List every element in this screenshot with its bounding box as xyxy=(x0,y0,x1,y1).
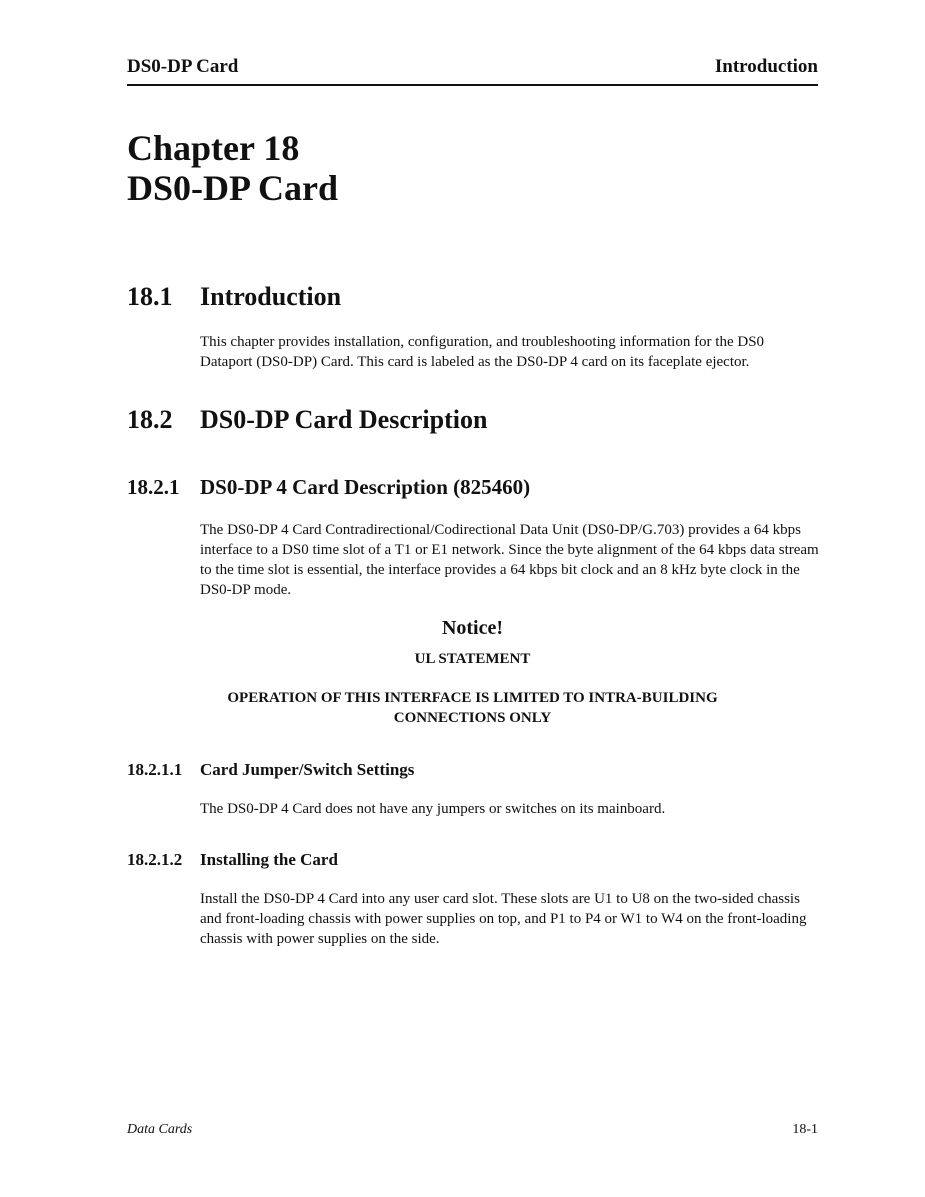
notice-line: OPERATION OF THIS INTERFACE IS LIMITED TO INTRA-BUILDING xyxy=(227,690,718,706)
notice-title: Notice! xyxy=(441,617,504,639)
subsubsection-heading-installing xyxy=(127,850,338,870)
notice-line: CONNECTIONS ONLY xyxy=(393,710,552,726)
chapter-title xyxy=(127,128,338,208)
subsection-heading-ds0-dp4 xyxy=(127,475,530,500)
section-number: 18.2.1.2 xyxy=(127,850,183,869)
chapter-number: Chapter 18 xyxy=(127,128,300,168)
footer-left: Data Cards xyxy=(127,1122,193,1137)
section-body-introduction: This chapter provides installation, configuration, and troubleshooting information for the DS0 Dataport (DS0-DP) Card. This card is labeled as the DS0-DP 4 card on its faceplate ejector. xyxy=(200,334,765,370)
section-heading-card-description xyxy=(127,405,487,435)
header-left: DS0-DP Card xyxy=(127,56,239,77)
subsubsection-body-jumper: The DS0-DP 4 Card does not have any jumpers or switches on its mainboard. xyxy=(200,801,666,817)
notice-body xyxy=(200,688,745,728)
section-number: 18.2.1.1 xyxy=(127,760,183,779)
subsubsection-body-installing: Install the DS0-DP 4 Card into any user card slot. These slots are U1 to U8 on the two-sided chassis and front-loading chassis with power supplies on top, and P1 to P4 or W1 to W4 on the front-loading chassis with power supplies on the side. xyxy=(200,891,807,947)
section-title: Installing the Card xyxy=(200,850,338,869)
section-title: Card Jumper/Switch Settings xyxy=(200,760,415,779)
section-title: DS0-DP 4 Card Description (825460) xyxy=(200,475,531,499)
section-title: DS0-DP Card Description xyxy=(200,405,488,434)
section-title: Introduction xyxy=(200,282,342,311)
subsection-body-ds0-dp4: The DS0-DP 4 Card Contradirectional/Codirectional Data Unit (DS0-DP/G.703) provides a 64 kbps interface to a DS0 time slot of a T1 or E1 network. Since the byte alignment of the 64 kbps data stream to the time slot is essential, the interface provides a 64 kbps bit clock and an 8 kHz byte clock in the DS0-DP mode. xyxy=(200,522,819,598)
section-number: 18.1 xyxy=(127,282,173,311)
chapter-name: DS0-DP Card xyxy=(127,168,339,208)
section-number: 18.2.1 xyxy=(127,475,180,499)
notice-subtitle: UL STATEMENT xyxy=(414,651,531,667)
page-header xyxy=(127,56,818,86)
header-right: Introduction xyxy=(714,56,818,77)
page-number: 18-1 xyxy=(792,1122,818,1137)
section-heading-introduction xyxy=(127,282,341,312)
subsubsection-heading-jumper xyxy=(127,760,414,780)
section-number: 18.2 xyxy=(127,405,173,434)
